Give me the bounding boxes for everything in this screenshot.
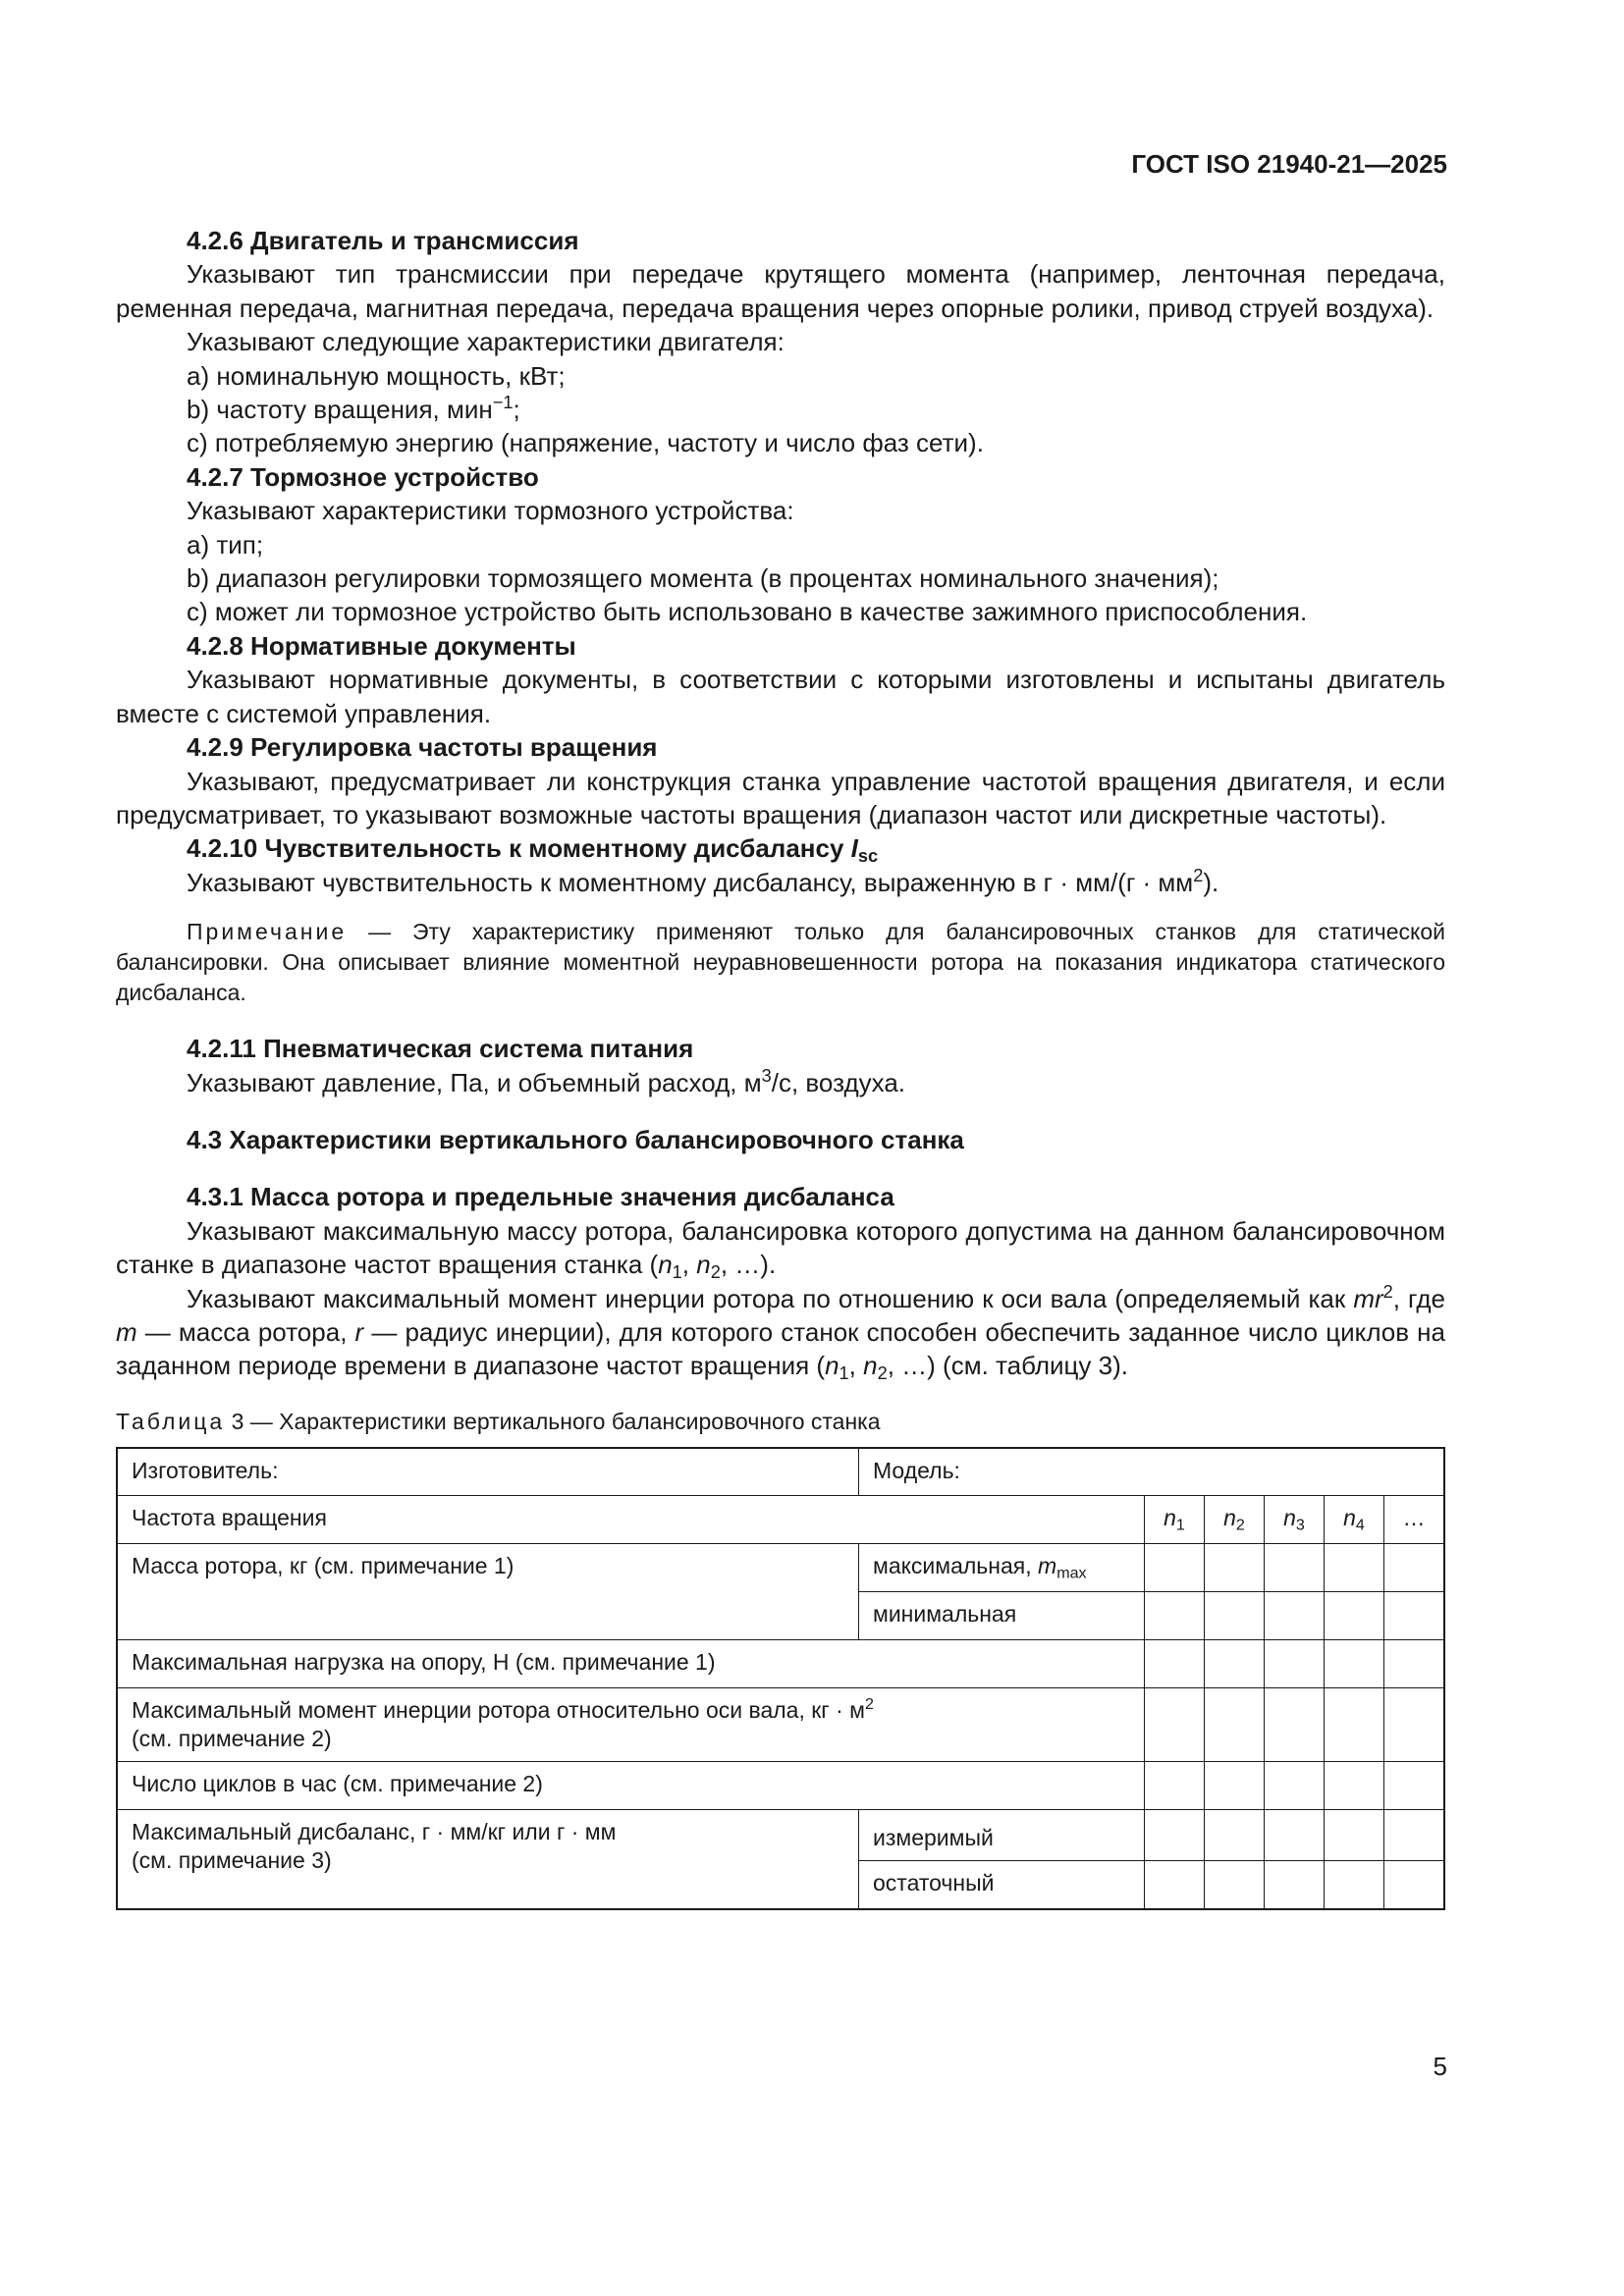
table-cell [1265, 1861, 1325, 1909]
paragraph: Указывают чувствительность к моментному дисбалансу, выраженную в $г \cdot мм/(г \cdot мм^2)$. [187, 865, 1219, 897]
note: Примечание — Эту характеристику применяют только для балансировочных станков для статической балансировки. Она описывает влияние моментной неуравновешенности ротора на показания индикатора статического дисбаланса. [116, 919, 1445, 1006]
table-cell [1384, 1544, 1445, 1592]
table-cell [1205, 1688, 1265, 1762]
section-4-2-7-title: 4.2.7 Тормозное устройство [187, 461, 539, 492]
document-code: ГОСТ ISO 21940-21—2025 [1131, 149, 1447, 179]
table-cell: Максимальная нагрузка на опору, Н (см. примечание 1) [117, 1640, 1145, 1688]
table-cell [1145, 1861, 1205, 1909]
table-caption: Таблица 3 — Характеристики вертикального балансировочного станка [116, 1408, 881, 1434]
paragraph: Указывают тип трансмиссии при передаче крутящего момента (например, ленточная передача, ременная передача, магнитная передача, передача вращения через опорные ролики, привод струей воздуха). [116, 259, 1445, 323]
table-cell [1145, 1592, 1205, 1640]
paragraph: Указывают, предусматривает ли конструкция станка управление частотой вращения двигателя, и если предусматривает, то указывают возможные частоты вращения (диапазон частот или дискретные частоты). [116, 766, 1445, 829]
section-4-3-1-title: 4.3.1 Масса ротора и предельные значения дисбаланса [187, 1182, 894, 1212]
table-cell [1145, 1810, 1205, 1861]
paragraph: Указывают максимальную массу ротора, балансировка которого допустима на данном балансировочном станке в диапазоне частот вращения станка ($n_1$, $n_2$, …). [116, 1215, 1445, 1283]
table-cell [1384, 1688, 1445, 1762]
section-4-2-6-title: 4.2.6 Двигатель и трансмиссия [187, 226, 579, 255]
section-4-2-10-title: 4.2.10 Чувствительность к моментному дисбалансу $I_{sc}$ [187, 833, 879, 867]
table-cell [1205, 1544, 1265, 1592]
table-cell: остаточный [859, 1861, 1145, 1909]
table-cell: измеримый [859, 1810, 1145, 1861]
table-cell: Изготовитель: [117, 1448, 859, 1496]
page-content [116, 224, 1445, 1910]
section-4-2-9-title: 4.2.9 Регулировка частоты вращения [187, 732, 658, 763]
table-row [117, 1688, 1444, 1762]
table-cell: Масса ротора, кг (см. примечание 1) [117, 1544, 859, 1640]
paragraph: Указывают давление, Па, и объемный расход, $м^3/с$, воздуха. [187, 1065, 906, 1097]
table-cell [1384, 1640, 1445, 1688]
table-row [117, 1640, 1444, 1688]
table-cell: $n_3$ [1265, 1496, 1325, 1544]
table-cell [1265, 1592, 1325, 1640]
list-item: а) номинальную мощность, кВт; [187, 360, 566, 391]
table-row [117, 1810, 1444, 1861]
table-row [117, 1448, 1444, 1496]
table-row [117, 1496, 1444, 1544]
table-cell: … [1384, 1496, 1445, 1544]
table-cell [1325, 1544, 1384, 1592]
table-cell [1265, 1810, 1325, 1861]
table-cell [1325, 1592, 1384, 1640]
table-cell: $n_4$ [1325, 1496, 1384, 1544]
table-cell [1265, 1544, 1325, 1592]
list-item: b) диапазон регулировки тормозящего момента (в процентах номинального значения); [187, 563, 1219, 594]
table-row [117, 1544, 1444, 1592]
table-cell: $n_2$ [1205, 1496, 1265, 1544]
table-cell: максимальная, $m_{max}$ [859, 1544, 1145, 1592]
table-cell [1205, 1762, 1265, 1810]
list-item: а) тип; [187, 529, 264, 560]
table-cell: Модель: [859, 1448, 1445, 1496]
paragraph: Указывают следующие характеристики двигателя: [187, 327, 785, 357]
table-cell: минимальная [859, 1592, 1145, 1640]
table-cell [1384, 1762, 1445, 1810]
table-cell [1205, 1861, 1265, 1909]
table-cell: Частота вращения [117, 1496, 1145, 1544]
paragraph: Указывают характеристики тормозного устройства: [187, 496, 794, 526]
list-item: b) частоту вращения, мин$^{-1}$; [187, 393, 520, 425]
table-cell [1205, 1810, 1265, 1861]
table-cell [1325, 1640, 1384, 1688]
table-cell [1145, 1762, 1205, 1810]
section-4-3-title: 4.3 Характеристики вертикального балансировочного станка [187, 1124, 964, 1154]
table-cell: Максимальный момент инерции ротора относительно оси вала, кг · $м^2$ (см. примечание 2) [117, 1688, 1145, 1762]
table-row [117, 1762, 1444, 1810]
table-cell [1145, 1688, 1205, 1762]
table-cell [1325, 1861, 1384, 1909]
table-cell [1265, 1688, 1325, 1762]
table-cell [1205, 1592, 1265, 1640]
table-cell [1325, 1688, 1384, 1762]
characteristics-table [116, 1447, 1445, 1910]
table-cell: Максимальный дисбаланс, г · мм/кг или г · мм (см. примечание 3) [117, 1810, 859, 1909]
table-cell [1384, 1592, 1445, 1640]
table-cell [1384, 1810, 1445, 1861]
page-number: 5 [1433, 2052, 1447, 2081]
table-cell [1325, 1810, 1384, 1861]
table-cell: $n_1$ [1145, 1496, 1205, 1544]
table-cell: Число циклов в час (см. примечание 2) [117, 1762, 1145, 1810]
list-item: c) потребляемую энергию (напряжение, частоту и число фаз сети). [187, 428, 984, 458]
section-4-2-8-title: 4.2.8 Нормативные документы [187, 630, 576, 661]
list-item: c) может ли тормозное устройство быть использовано в качестве зажимного приспособления. [187, 597, 1308, 627]
table-cell [1145, 1544, 1205, 1592]
paragraph: Указывают максимальный момент инерции ротора по отношению к оси вала (определяемый как $mr^2$, где m — масса ротора, r — радиус инерции), для которого станок способен обеспечить заданное число циклов на заданном периоде времени в диапазоне частот вращения ($n_1$, $n_2$, …) (см. таблицу 3). [116, 1281, 1445, 1384]
table-cell [1265, 1640, 1325, 1688]
section-4-2-11-title: 4.2.11 Пневматическая система питания [187, 1034, 694, 1064]
table-cell [1205, 1640, 1265, 1688]
table-cell [1384, 1861, 1445, 1909]
table-cell [1325, 1762, 1384, 1810]
table-cell [1265, 1762, 1325, 1810]
paragraph: Указывают нормативные документы, в соответствии с которыми изготовлены и испытаны двигатель вместе с системой управления. [116, 665, 1445, 728]
table-cell [1145, 1640, 1205, 1688]
